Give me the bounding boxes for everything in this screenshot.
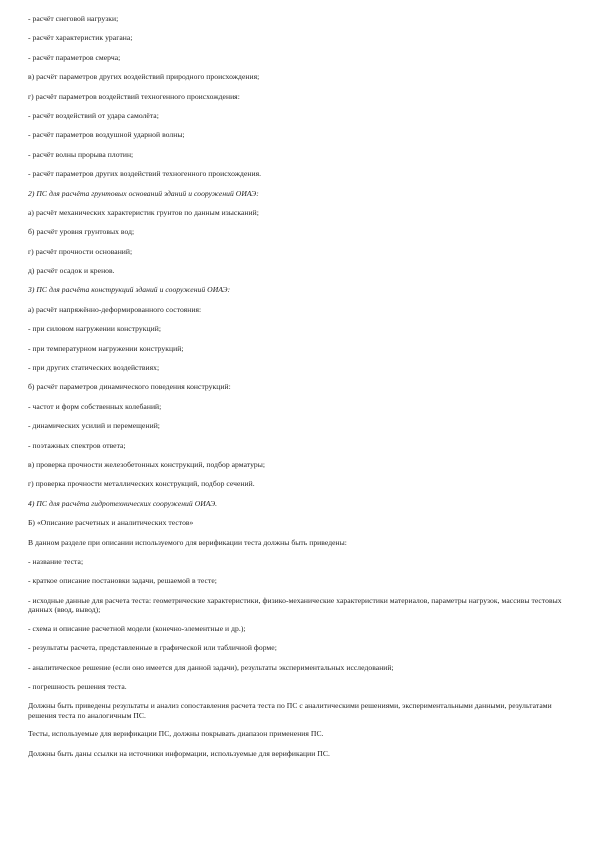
text-line: - при температурном нагружении конструкций; <box>28 343 184 353</box>
text-line: Б) «Описание расчетных и аналитических тестов» <box>28 518 194 528</box>
text-line: г) расчёт параметров воздействий техногенного происхождения: <box>28 91 240 101</box>
text-line: - при силовом нагружении конструкций; <box>28 324 161 334</box>
text-line: - результаты расчета, представленные в графической или табличной форме; <box>28 643 277 653</box>
text-line: - частот и форм собственных колебаний; <box>28 401 162 411</box>
text-line: - краткое описание постановки задачи, решаемой в тесте; <box>28 576 217 586</box>
text-line: - расчёт волны прорыва плотин; <box>28 149 134 159</box>
document-body <box>28 14 568 768</box>
text-line: - поэтажных спектров ответа; <box>28 440 126 450</box>
text-line: б) расчёт уровня грунтовых вод; <box>28 227 135 237</box>
text-line: - расчёт параметров смерча; <box>28 52 121 62</box>
section-heading: 2) ПС для расчёта грунтовых оснований зданий и сооружений ОИАЭ: <box>28 188 259 198</box>
text-line: - исходные данные для расчета теста: геометрические характеристики, физико-механические характеристики материалов, параметры нагрузок, массивы тестовых данных (ввод, вывод); <box>28 595 562 615</box>
text-line: а) расчёт напряжённо-деформированного состояния: <box>28 304 202 314</box>
text-line: Должны быть даны ссылки на источники информации, используемые для верификации ПС. <box>28 748 330 758</box>
text-line: В данном разделе при описании используемого для верификации теста должны быть приведены: <box>28 537 347 547</box>
text-line: - название теста; <box>28 556 84 566</box>
text-line: - расчёт воздействий от удара самолёта; <box>28 110 159 120</box>
text-line: д) расчёт осадок и кренов. <box>28 266 115 276</box>
text-line: г) расчёт прочности оснований; <box>28 246 133 256</box>
text-line: - расчёт параметров других воздействий техногенного происхождения. <box>28 169 262 179</box>
text-line: в) проверка прочности железобетонных конструкций, подбор арматуры; <box>28 459 266 469</box>
section-heading: 4) ПС для расчёта гидротехнических сооружений ОИАЭ. <box>28 498 218 508</box>
text-line: - схема и описание расчетной модели (конечно-элементные и др.); <box>28 623 246 633</box>
text-line: - расчёт характеристик урагана; <box>28 33 133 43</box>
text-line: - погрешность решения теста. <box>28 681 127 691</box>
text-line: Должны быть приведены результаты и анализ сопоставления расчета теста по ПС с аналитическими решениями, экспериментальными данными, результатами решения теста по аналогичным ПС. <box>28 701 552 720</box>
text-line: - расчёт снеговой нагрузки; <box>28 14 119 23</box>
text-line: - при других статических воздействиях; <box>28 363 160 373</box>
text-line: б) расчёт параметров динамического поведения конструкций: <box>28 382 231 392</box>
text-line: - динамических усилий и перемещений; <box>28 421 160 431</box>
text-line: Тесты, используемые для верификации ПС, должны покрывать диапазон применения ПС. <box>28 729 324 739</box>
text-line: г) проверка прочности металлических конструкций, подбор сечений. <box>28 479 255 489</box>
text-line: в) расчёт параметров других воздействий природного происхождения; <box>28 72 260 82</box>
section-heading: 3) ПС для расчёта конструкций зданий и сооружений ОИАЭ: <box>28 285 231 295</box>
text-line: - аналитическое решение (если оно имеется для данной задачи), результаты экспериментальных исследований; <box>28 662 394 672</box>
text-line: а) расчёт механических характеристик грунтов по данным изысканий; <box>28 207 259 217</box>
text-line: - расчёт параметров воздушной ударной волны; <box>28 130 185 140</box>
